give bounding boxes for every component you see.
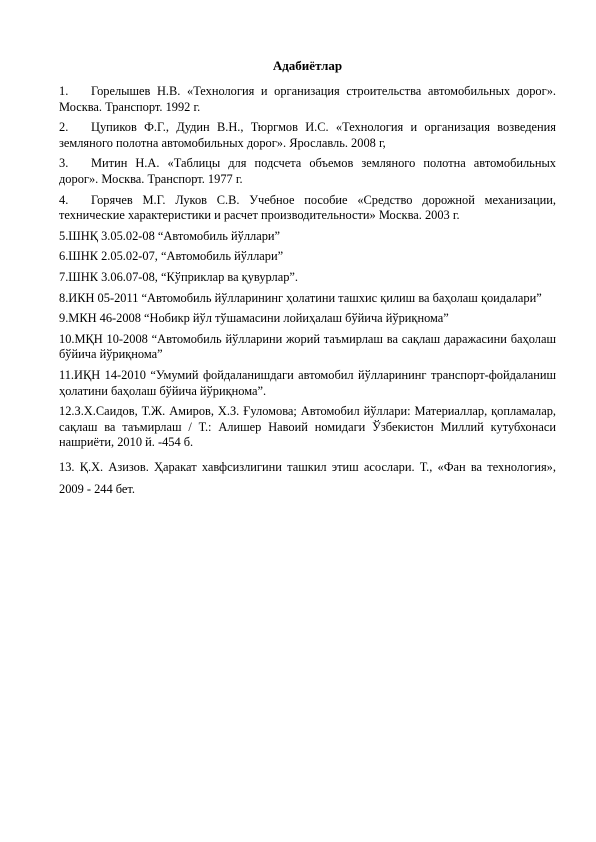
reference-text: ШНК 2.05.02-07, “Автомобиль йўллари” xyxy=(68,249,284,264)
document-page xyxy=(59,58,556,505)
list-item xyxy=(59,270,556,286)
reference-text: З.Х.Саидов, Т.Ж. Амиров, Х.З. Ғуломова; Автомобил йўллари: Материаллар, қопламалар, сақлаш ва таъмирлаш / Т.: Алишер Навоий номидаги Ўзбекистон Миллий кутубхонаси нашриёти, 2010 й. -454 б. xyxy=(59,404,556,450)
reference-text: Горячев М.Г. Луков С.В. Учебное пособие «Средство дорожной механизации, технические характеристики и расчет производительности» Москва. 2003 г. xyxy=(59,192,556,223)
reference-number: 6. xyxy=(59,249,69,264)
reference-number: 2. xyxy=(59,120,69,135)
page-title: Адабиётлар xyxy=(272,58,343,73)
reference-number: 7. xyxy=(59,269,69,284)
reference-text: ИКН 05-2011 “Автомобиль йўлларининг ҳолатини ташхис қилиш ва баҳолаш қоидалари” xyxy=(68,290,542,305)
reference-number: 9. xyxy=(59,311,69,326)
list-item xyxy=(59,120,556,151)
list-item xyxy=(59,84,556,115)
reference-number: 12. xyxy=(59,404,75,419)
reference-number: 5. xyxy=(59,228,69,243)
reference-text: Митин Н.А. «Таблицы для подсчета объемов земляного полотна автомобильных дорог». Москва. Транспорт. 1977 г. xyxy=(59,156,556,186)
reference-list xyxy=(59,84,556,500)
reference-text: Цупиков Ф.Г., Дудин В.Н., Тюргмов И.С. «Технология и организация возведения земляного полотна автомобильных дорог». Ярославль. 2008 г, xyxy=(59,120,556,150)
reference-number: 8. xyxy=(59,290,69,305)
reference-text: Горелышев Н.В. «Технология и организация строительства автомобильных дорог». Москва. Транспорт. 1992 г. xyxy=(59,84,556,114)
list-item xyxy=(59,332,556,363)
reference-number: 4. xyxy=(59,192,69,207)
reference-number: 10. xyxy=(59,331,75,346)
reference-text: ШНҚ 3.05.02-08 “Автомобиль йўллари” xyxy=(68,228,281,243)
reference-text: МКН 46-2008 “Нобикр йўл тўшамасини лойиҳалаш бўйича йўриқнома” xyxy=(68,311,449,326)
list-item xyxy=(59,311,556,327)
list-item xyxy=(59,456,556,500)
list-item xyxy=(59,249,556,265)
list-item xyxy=(59,193,556,224)
reference-number: 1. xyxy=(59,84,69,98)
list-item xyxy=(59,291,556,307)
reference-text: ШНК 3.06.07-08, “Кўприклар ва қувурлар”. xyxy=(68,269,299,284)
list-item xyxy=(59,229,556,245)
reference-text: МҚН 10-2008 “Автомобиль йўлларини жорий таъмирлаш ва сақлаш даражасини баҳолаш бўйича йўриқнома” xyxy=(59,331,556,362)
reference-number: 13. xyxy=(59,459,75,474)
reference-text: ИҚН 14-2010 “Умумий фойдаланишдаги автомобил йўлларининг транспорт-фойдаланиш ҳолатини баҳолаш бўйича йўриқнома”. xyxy=(59,367,556,398)
list-item xyxy=(59,156,556,187)
list-item xyxy=(59,368,556,399)
reference-text: Қ.Х. Азизов. Ҳаракат хавфсизлигини ташкил этиш асослари. Т., «Фан ва технология», 2009 - 244 бет. xyxy=(59,459,556,496)
list-item xyxy=(59,404,556,451)
reference-number: 3. xyxy=(59,156,69,171)
reference-number: 11. xyxy=(59,367,75,382)
